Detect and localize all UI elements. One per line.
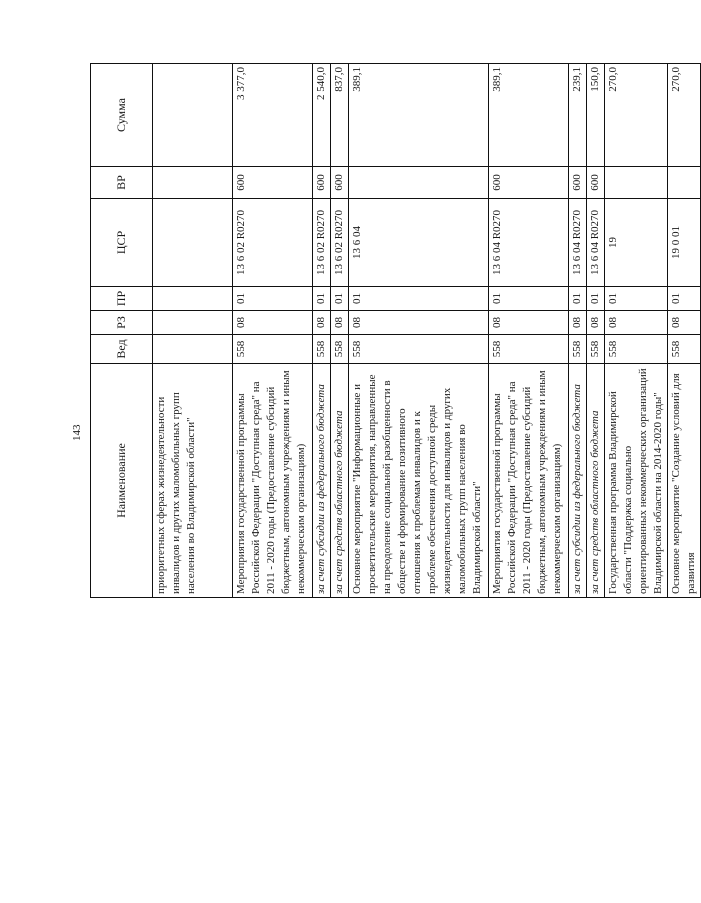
- cell-csr: 13 6 04 R0270: [587, 199, 605, 287]
- cell-rz: 08: [313, 311, 331, 335]
- table-row: [489, 64, 569, 598]
- cell-rz: 08: [233, 311, 313, 335]
- table-row: [587, 64, 605, 598]
- table-row: [313, 64, 331, 598]
- cell-name: Основное мероприятие "Создание условий для развития: [668, 364, 701, 598]
- cell-sum: 239,1: [569, 64, 587, 167]
- cell-pr: 01: [349, 287, 489, 311]
- cell-name: приоритетных сферах жизнедеятельности инвалидов и других маломобильных групп населения во Владимирской области": [153, 364, 233, 598]
- cell-rz: 08: [605, 311, 668, 335]
- header-sum: Сумма: [91, 64, 153, 167]
- cell-csr: 13 6 04 R0270: [569, 199, 587, 287]
- cell-csr: 19: [605, 199, 668, 287]
- cell-rz: 08: [587, 311, 605, 335]
- cell-ved: 558: [489, 335, 569, 364]
- cell-sum: 150,0: [587, 64, 605, 167]
- cell-name: за счет субсидии из федерального бюджета: [313, 364, 331, 598]
- cell-vr: [605, 167, 668, 199]
- cell-pr: 01: [668, 287, 701, 311]
- table-row: [349, 64, 489, 598]
- cell-csr: 13 6 04: [349, 199, 489, 287]
- cell-csr: 13 6 02 R0270: [313, 199, 331, 287]
- cell-sum: 3 377,0: [233, 64, 313, 167]
- cell-sum: 837,0: [331, 64, 349, 167]
- cell-ved: 558: [569, 335, 587, 364]
- cell-vr: 600: [587, 167, 605, 199]
- cell-rz: 08: [668, 311, 701, 335]
- header-ved: Вед: [91, 335, 153, 364]
- cell-name: Мероприятия государственной программы Российской Федерации "Доступная среда" на 2011 - 2020 годы (Предоставление субсидий бюджетным, автономным учреждениям и иным некоммерческим организациям): [233, 364, 313, 598]
- cell-ved: 558: [668, 335, 701, 364]
- cell-rz: 08: [569, 311, 587, 335]
- cell-ved: 558: [605, 335, 668, 364]
- cell-csr: 13 6 02 R0270: [233, 199, 313, 287]
- cell-rz: 08: [489, 311, 569, 335]
- header-rz: РЗ: [91, 311, 153, 335]
- cell-sum: 2 540,0: [313, 64, 331, 167]
- cell-sum: 270,0: [668, 64, 701, 167]
- table-row: [153, 64, 233, 598]
- cell-vr: 600: [569, 167, 587, 199]
- cell-vr: [349, 167, 489, 199]
- header-csr: ЦСР: [91, 199, 153, 287]
- cell-sum: 270,0: [605, 64, 668, 167]
- cell-pr: [153, 287, 233, 311]
- cell-rz: 08: [349, 311, 489, 335]
- cell-vr: [668, 167, 701, 199]
- header-name: Наименование: [91, 364, 153, 598]
- cell-vr: [153, 167, 233, 199]
- cell-ved: 558: [313, 335, 331, 364]
- cell-csr: 13 6 04 R0270: [489, 199, 569, 287]
- cell-ved: 558: [233, 335, 313, 364]
- cell-pr: 01: [331, 287, 349, 311]
- table-body: [153, 64, 701, 598]
- budget-table: [90, 63, 701, 598]
- cell-sum: 389,1: [489, 64, 569, 167]
- header-pr: ПР: [91, 287, 153, 311]
- rotated-table-wrapper: [90, 64, 697, 598]
- cell-pr: 01: [489, 287, 569, 311]
- cell-pr: 01: [233, 287, 313, 311]
- cell-ved: 558: [331, 335, 349, 364]
- cell-csr: 19 0 01: [668, 199, 701, 287]
- cell-sum: [153, 64, 233, 167]
- page-number: 143: [71, 424, 83, 441]
- table-row: [605, 64, 668, 598]
- cell-pr: 01: [313, 287, 331, 311]
- cell-name: Государственная программа Владимирской области "Поддержка социально ориентированных некоммерческих организаций Владимирской области на 2014-2020 годы": [605, 364, 668, 598]
- cell-csr: [153, 199, 233, 287]
- cell-vr: 600: [331, 167, 349, 199]
- cell-pr: 01: [569, 287, 587, 311]
- cell-vr: 600: [313, 167, 331, 199]
- table-row: [331, 64, 349, 598]
- cell-name: Мероприятия государственной программы Российской Федерации "Доступная среда" на 2011 - 2020 годы (Предоставление субсидий бюджетным, автономным учреждениям и иным некоммерческим организациям): [489, 364, 569, 598]
- cell-name: за счет субсидии из федерального бюджета: [569, 364, 587, 598]
- cell-ved: 558: [587, 335, 605, 364]
- cell-name: за счет средств областного бюджета: [331, 364, 349, 598]
- cell-ved: 558: [349, 335, 489, 364]
- cell-rz: 08: [331, 311, 349, 335]
- cell-ved: [153, 335, 233, 364]
- cell-name: за счет средств областного бюджета: [587, 364, 605, 598]
- cell-vr: 600: [233, 167, 313, 199]
- table-row: [233, 64, 313, 598]
- cell-rz: [153, 311, 233, 335]
- header-row: [91, 64, 153, 598]
- cell-csr: 13 6 02 R0270: [331, 199, 349, 287]
- header-vr: ВР: [91, 167, 153, 199]
- table-row: [668, 64, 701, 598]
- cell-pr: 01: [587, 287, 605, 311]
- table-row: [569, 64, 587, 598]
- cell-sum: 389,1: [349, 64, 489, 167]
- cell-vr: 600: [489, 167, 569, 199]
- cell-pr: 01: [605, 287, 668, 311]
- cell-name: Основное мероприятие "Информационные и просветительские мероприятия, направленные на преодоление социальной разобщенности в обществе и формирование позитивного отношения к проблемам инвалидов и к проблеме обеспечения доступной среды жизнедеятельности для инвалидов и других маломобильных групп населения во Владимирской области": [349, 364, 489, 598]
